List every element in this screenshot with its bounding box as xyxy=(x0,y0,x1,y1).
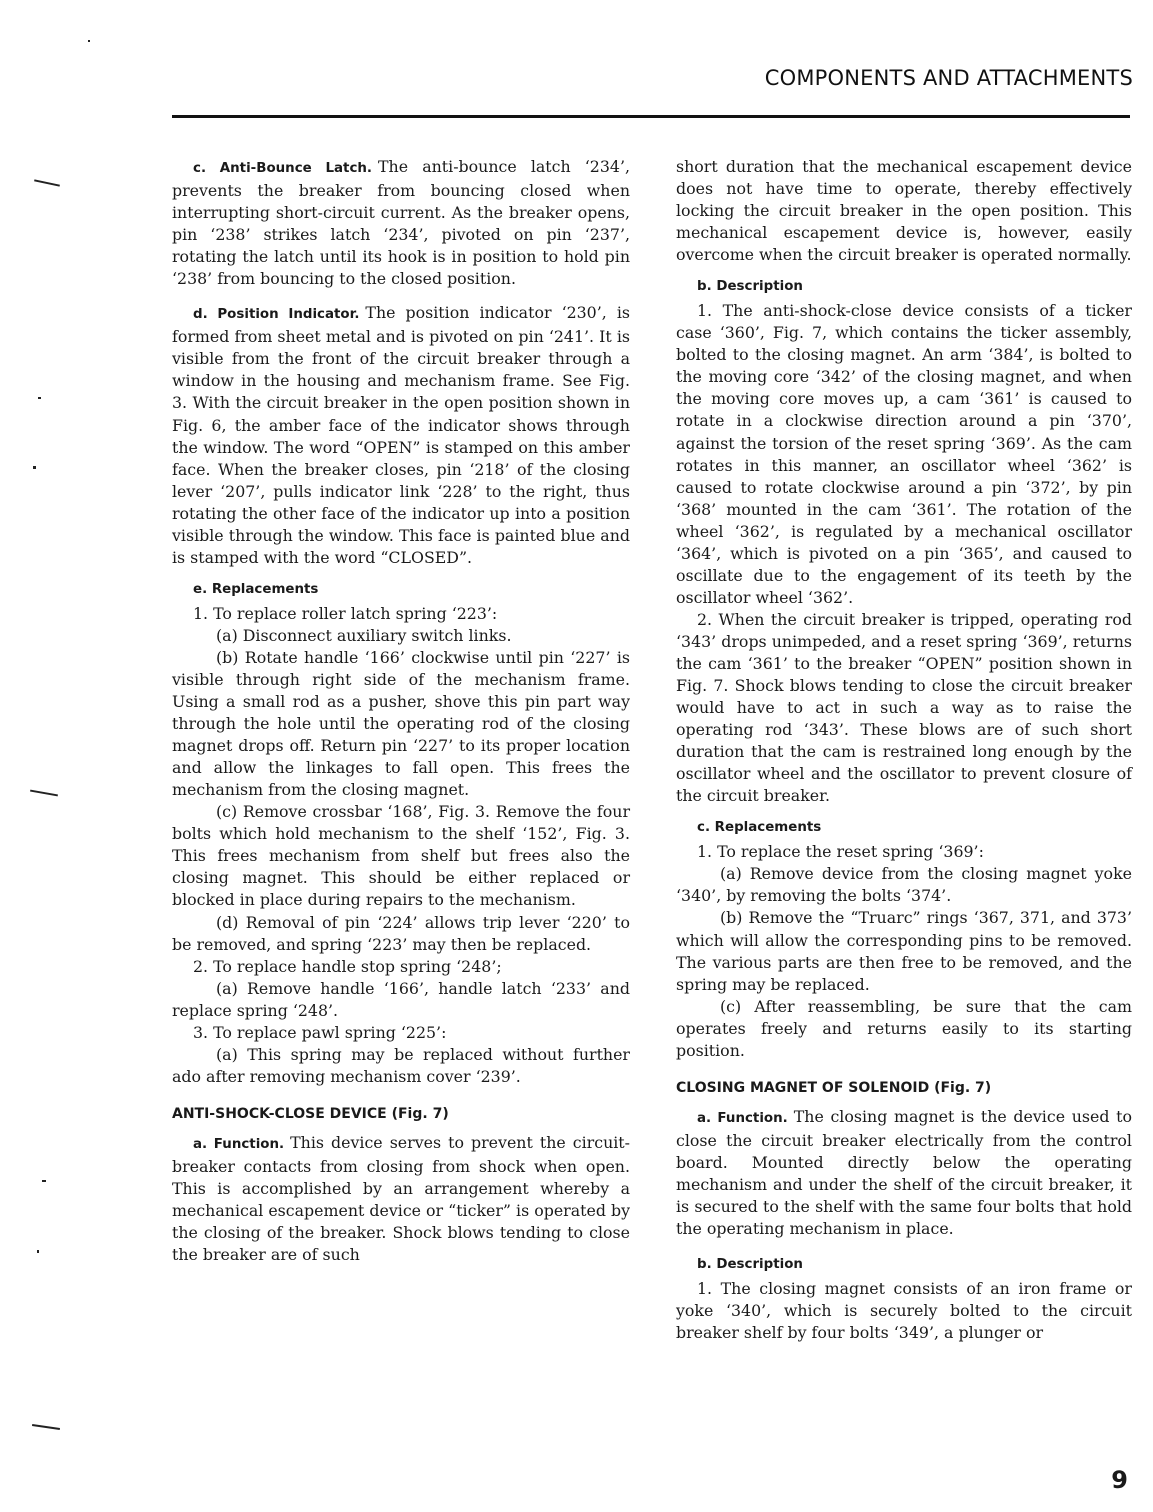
position-indicator-lead: d. Position Indicator. xyxy=(193,307,360,323)
asc-replacement-step-1c: (c) After reassembling, be sure that the cam operates freely and returns easily to its starting position. xyxy=(676,996,1132,1060)
cm-description-1: 1. The closing magnet consists of an iron frame or yoke ‘340’, which is securely bolted to the circuit breaker shelf by four bolts ‘349’, a plunger or xyxy=(676,1279,1132,1343)
left-column xyxy=(172,156,630,1266)
cm-function-lead: a. Function. xyxy=(697,1110,788,1126)
asc-function-lead: a. Function. xyxy=(193,1136,285,1152)
position-indicator-text: The position indicator ‘230’, is formed from sheet metal and is pivoted on pin ‘241’. It is visible from the front of the circuit breaker through a window in the housing and mechanism frame. See Fig. 3. With the circuit breaker in the open position shown in Fig. 6, the amber face of the indicator shows through the window. The word “OPEN” is stamped on this amber face. When the breaker closes, pin ‘218’ of the closing lever ‘207’, pulls indicator link ‘228’ to the right, thus rotating the other face of the indicator up into a position visible through the window. This face is painted blue and is stamped with the word “CLOSED”. xyxy=(172,303,630,567)
closing-magnet-heading: CLOSING MAGNET OF SOLENOID (Fig. 7) xyxy=(676,1079,992,1096)
continued-text: short duration that the mechanical escapement device does not have time to operate, thereby effectively locking the circuit breaker in the open position. This mechanical escapement device is, however, easily overcome when the circuit breaker is operated normally. xyxy=(676,157,1132,265)
scan-mark xyxy=(38,397,41,399)
scan-mark xyxy=(32,1424,60,1430)
anti-bounce-latch-lead: c. Anti-Bounce Latch. xyxy=(193,161,373,176)
replacement-step-2: 2. To replace handle stop spring ‘248’; xyxy=(193,956,502,976)
asc-replacement-step-1: 1. To replace the reset spring ‘369’: xyxy=(697,842,984,862)
asc-function-text: This device serves to prevent the circuit-breaker contacts from closing from shock when open. This is accomplished by an arrangement whereby a mechanical escapement device or “ticker” is operated by the closing of the breaker. Shock blows tending to close the breaker are of such xyxy=(172,1132,631,1265)
replacement-step-2a: (a) Remove handle ‘166’, handle latch ‘233’ and replace spring ‘248’. xyxy=(172,978,630,1020)
anti-bounce-latch-text: The anti-bounce latch ‘234’, prevents the breaker from bouncing closed when interrupting short-circuit current. As the breaker opens, pin ‘238’ strikes latch ‘234’, pivoted on pin ‘237’, rotating the latch until its hook is in position to hold pin ‘238’ from bouncing to the closed position. xyxy=(172,157,630,289)
right-column xyxy=(676,156,1132,1344)
asc-replacement-step-1b: (b) Remove the “Truarc” rings ‘367, 371, and 373’ which will allow the corresponding pins to be removed. The various parts are then free to be removed, and the spring may be replaced. xyxy=(676,908,1132,994)
replacement-step-1b: (b) Rotate handle ‘166’ clockwise until pin ‘227’ is visible through right side of the mechanism frame. Using a small rod as a pusher, shove this pin part way through the hole until the operating rod of the closing magnet drops off. Return pin ‘227’ to its proper location and allow the linkages to fall open. This frees the mechanism from the closing magnet. xyxy=(172,647,630,800)
asc-description-heading: b. Description xyxy=(697,279,803,295)
asc-description-2: 2. When the circuit breaker is tripped, operating rod ‘343’ drops unimpeded, and a reset spring ‘369’, returns the cam ‘361’ to the breaker “OPEN” position shown in Fig. 7. Shock blows tending to close the circuit breaker would have to act in such a way as to raise the operating rod ‘343’. These blows are of such short duration that the cam is restrained long enough by the oscillator wheel and the oscillator to prevent closure of the circuit breaker. xyxy=(676,609,1132,806)
scan-mark xyxy=(33,466,36,469)
replacement-step-1c: (c) Remove crossbar ‘168’, Fig. 3. Remove the four bolts which hold mechanism to the shelf ‘152’, Fig. 3. This frees mechanism from shelf but frees also the closing magnet. This should be either replaced or blocked in place during repairs to the mechanism. xyxy=(172,802,630,910)
page-number: 9 xyxy=(1111,1466,1128,1494)
scan-mark xyxy=(88,40,90,42)
replacements-heading: e. Replacements xyxy=(193,581,319,597)
running-header: COMPONENTS AND ATTACHMENTS xyxy=(764,66,1133,90)
scan-mark xyxy=(42,1180,46,1182)
cm-description-heading: b. Description xyxy=(697,1257,803,1273)
asc-description-1: 1. The anti-shock-close device consists of a ticker case ‘360’, Fig. 7, which contains the ticker assembly, bolted to the closing magnet. An arm ‘384’, is bolted to the moving core ‘342’ of the closing magnet, and when the moving core moves up, a cam ‘361’ is caused to rotate in a clockwise direction around a pin ‘370’, against the torsion of the reset spring ‘369’. As the cam rotates in this manner, an oscillator wheel ‘362’ is caused to rotate clockwise around a pin ‘372’, by pin ‘368’ mounted in the cam ‘361’. The rotation of the wheel ‘362’, is regulated by a mechanical oscillator ‘364’, which is pivoted on a pin ‘365’, and caused to oscillate due to the engagement of its teeth by the oscillator wheel ‘362’. xyxy=(676,301,1132,607)
asc-replacement-step-1a: (a) Remove device from the closing magnet yoke ‘340’, by removing the bolts ‘374’. xyxy=(676,864,1132,906)
scan-mark xyxy=(37,1250,39,1253)
header-rule xyxy=(172,115,1130,118)
replacement-step-3a: (a) This spring may be replaced without further ado after removing mechanism cover ‘239’. xyxy=(172,1044,630,1086)
replacement-step-1: 1. To replace roller latch spring ‘223’: xyxy=(193,603,498,623)
replacement-step-1a: (a) Disconnect auxiliary switch links. xyxy=(216,625,512,645)
scan-mark xyxy=(30,790,58,797)
replacement-step-3: 3. To replace pawl spring ‘225’: xyxy=(193,1022,447,1042)
asc-replacements-heading: c. Replacements xyxy=(697,820,822,836)
replacement-step-1d: (d) Removal of pin ‘224’ allows trip lever ‘220’ to be removed, and spring ‘223’ may then be replaced. xyxy=(172,912,630,954)
anti-shock-close-heading: ANTI-SHOCK-CLOSE DEVICE (Fig. 7) xyxy=(172,1105,449,1122)
scan-mark xyxy=(34,179,60,186)
cm-function-text: The closing magnet is the device used to close the circuit breaker electrically from the control board. Mounted directly below the operating mechanism and under the shelf of the circuit breaker, it is secured to the shelf with the same four bolts that hold the operating mechanism in place. xyxy=(676,1106,1132,1239)
